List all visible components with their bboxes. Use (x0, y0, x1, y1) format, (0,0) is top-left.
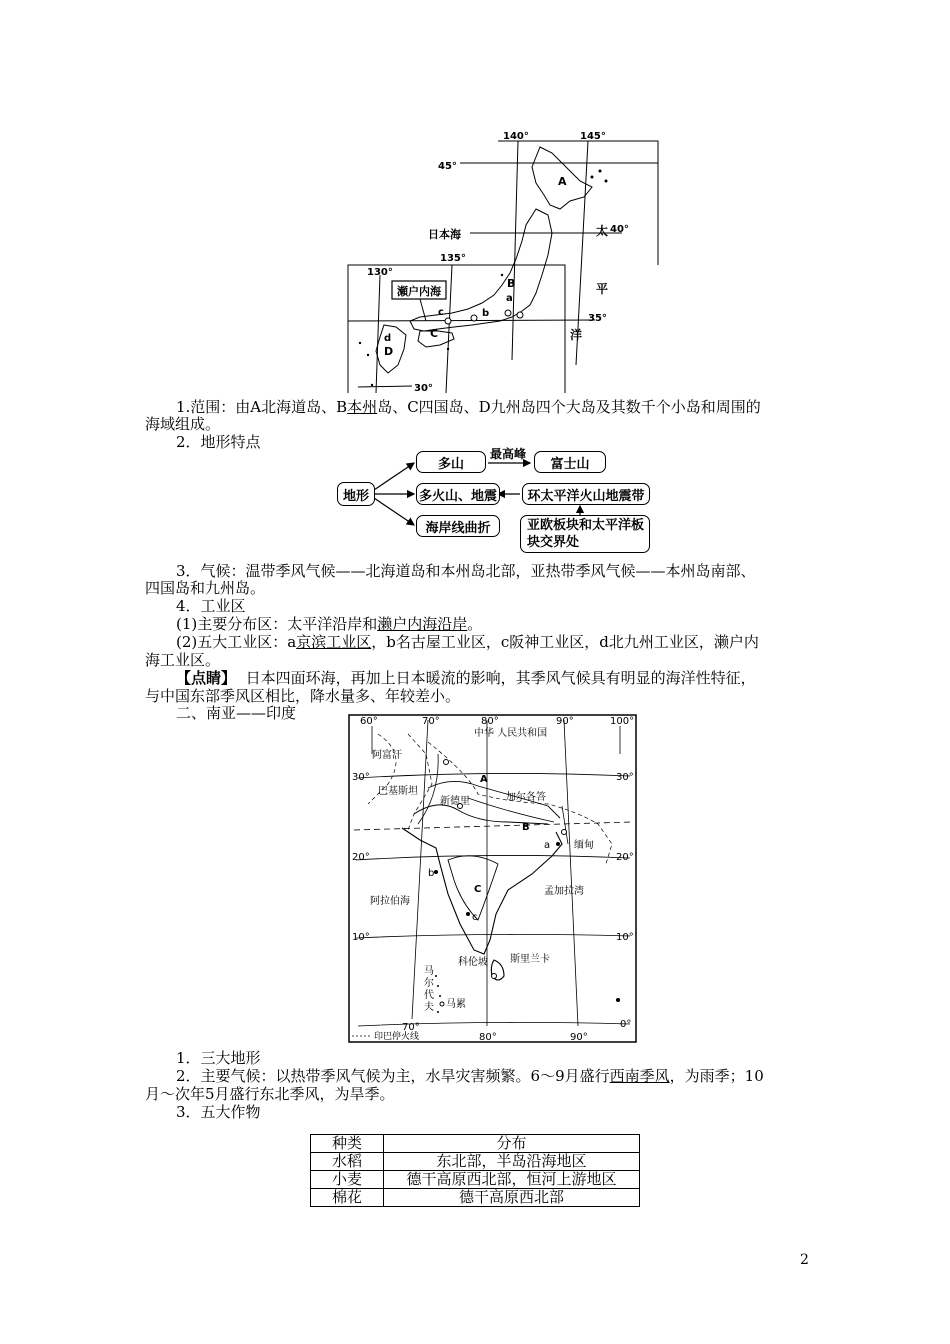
island-letter: C (430, 327, 439, 340)
table-cell: 棉花 (311, 1189, 384, 1207)
terrain-heading: 2．地形特点 (176, 433, 261, 451)
lat-label: 0° (620, 1019, 632, 1030)
table-row (311, 1153, 640, 1171)
south-asia-heading: 二、南亚——印度 (176, 704, 297, 722)
table-row (311, 1171, 640, 1189)
lon-label: 140° (503, 131, 529, 142)
maldives-char: 夫 (424, 1002, 434, 1013)
city-letter: a (506, 293, 513, 304)
lat-label: 40° (610, 224, 629, 235)
table-cell: 水稻 (311, 1153, 384, 1171)
lon-label: 90° (556, 716, 574, 727)
city-letter: c (438, 307, 444, 318)
maldives-char: 马 (424, 966, 434, 977)
flow-mountains: 多山 (416, 451, 486, 473)
ocean-char: 太 (596, 224, 609, 238)
india-climate-line: 2．主要气候：以热带季风气候为主，水旱灾害频繁。6～9月盛行西南季风，为雨季；10 (176, 1067, 764, 1085)
pakistan-label: 巴基斯坦 (378, 786, 418, 797)
region-letter: A (480, 774, 488, 785)
tip-line: 【点睛】 日本四面环海，再加上日本暖流的影响，其季风气候具有明显的海洋性特征， (176, 669, 756, 687)
china-label: 中华 人民共和国 (474, 728, 548, 739)
industry-heading: 4．工业区 (176, 597, 246, 615)
industry-line-1: (1)主要分布区：太平洋沿岸和濑户内海沿岸。 (176, 615, 483, 633)
underlined-term: 京滨工业区 (296, 633, 372, 651)
crops-heading: 3．五大作物 (176, 1103, 261, 1121)
lon-label: 90° (570, 1032, 588, 1043)
lon-label: 70° (402, 1022, 420, 1033)
kolkata-label: 加尔各答 (506, 792, 546, 803)
range-line-2: 海域组成。 (145, 415, 221, 433)
underlined-term: 西南季风 (609, 1067, 670, 1085)
flow-plates: 亚欧板块和太平洋板 块交界处 (520, 515, 650, 553)
bay-of-bengal-label: 孟加拉湾 (544, 886, 584, 897)
sri-lanka-label: 斯里兰卡 (510, 954, 550, 965)
range-line: 1.范围：由A北海道岛、B本州岛、C四国岛、D九州岛四个大岛及其数千个小岛和周围的 (176, 398, 761, 416)
myanmar-label: 缅甸 (574, 840, 594, 851)
table-header-row (311, 1135, 640, 1153)
lat-label: 20° (616, 852, 634, 863)
india-map (348, 714, 638, 1044)
lon-label: 70° (422, 716, 440, 727)
inland-sea-label: 瀬户内海 (397, 285, 441, 298)
sea-label: 日本海 (428, 228, 461, 241)
landforms-line: 1．三大地形 (176, 1049, 261, 1067)
lon-label: 80° (479, 1032, 497, 1043)
crop-table (310, 1134, 640, 1207)
flow-coast: 海岸线曲折 (416, 515, 500, 537)
lon-label: 145° (580, 131, 606, 142)
lon-label: 60° (360, 716, 378, 727)
underlined-term: 本州 (347, 398, 378, 416)
india-climate-line-2: 月～次年5月盛行东北季风，为旱季。 (145, 1085, 395, 1103)
city-letter: b (482, 308, 490, 319)
flow-volcano: 多火山、地震 (416, 483, 500, 505)
table-header: 种类 (311, 1135, 384, 1153)
page-number: 2 (800, 1252, 809, 1268)
flow-root: 地形 (337, 482, 375, 506)
region-letter: C (474, 884, 482, 895)
afghanistan-label: 阿富汗 (372, 750, 402, 761)
maldives-char: 尔 (424, 978, 434, 989)
table-row (311, 1189, 640, 1207)
ocean-char: 洋 (570, 328, 583, 342)
male-label: 马累 (446, 999, 466, 1010)
climate-line: 3．气候：温带季风气候——北海道岛和本州岛北部，亚热带季风气候——本州岛南部、 (176, 562, 756, 580)
table-header: 分布 (384, 1135, 640, 1153)
japan-map (340, 125, 670, 397)
table-cell: 德干高原西北部 (384, 1189, 640, 1207)
table-cell: 东北部，半岛沿海地区 (384, 1153, 640, 1171)
flow-ring: 环太平洋火山地震带 (522, 483, 650, 505)
arabian-sea-label: 阿拉伯海 (370, 896, 410, 907)
legend-ceasefire: 印巴停火线 (374, 1032, 420, 1042)
table-cell: 德干高原西北部，恒河上游地区 (384, 1171, 640, 1189)
lat-label: 45° (438, 161, 457, 172)
lat-label: 30° (414, 383, 433, 394)
lat-label: 35° (588, 313, 607, 324)
island-letter: A (558, 175, 567, 188)
point-letter: a (544, 840, 551, 851)
lon-label: 100° (610, 716, 635, 727)
underlined-term: 濑户内海沿岸 (377, 615, 468, 633)
lat-label: 10° (352, 932, 370, 943)
maldives-char: 代 (424, 990, 434, 1001)
industry-line-2: (2)五大工业区：a京滨工业区，b名古屋工业区，c阪神工业区，d北九州工业区，濑户内 (176, 633, 759, 651)
climate-line-2: 四国岛和九州岛。 (145, 579, 266, 597)
point-letter: c (472, 912, 478, 923)
point-letter: b (428, 868, 435, 879)
highest-peak-label: 最高峰 (490, 447, 527, 461)
tip-label: 【点睛】 (176, 669, 237, 687)
colombo-label: 科伦坡 (458, 957, 488, 968)
region-letter: B (522, 822, 530, 833)
lat-label: 30° (616, 772, 634, 783)
lon-label: 80° (481, 716, 499, 727)
new-delhi-label: 新德里 (440, 796, 470, 807)
ocean-char: 平 (596, 282, 609, 296)
lat-label: 20° (352, 852, 370, 863)
lon-label: 135° (440, 253, 466, 264)
lat-label: 30° (352, 772, 370, 783)
lat-label: 10° (616, 932, 634, 943)
island-letter: B (507, 277, 516, 290)
lon-label: 130° (367, 267, 393, 278)
city-letter: d (384, 333, 392, 344)
flow-fuji: 富士山 (534, 451, 606, 473)
industry-line-3: 海工业区。 (145, 651, 221, 669)
island-letter: D (384, 345, 394, 358)
tip-line-2: 与中国东部季风区相比，降水量多、年较差小。 (145, 687, 461, 705)
table-cell: 小麦 (311, 1171, 384, 1189)
